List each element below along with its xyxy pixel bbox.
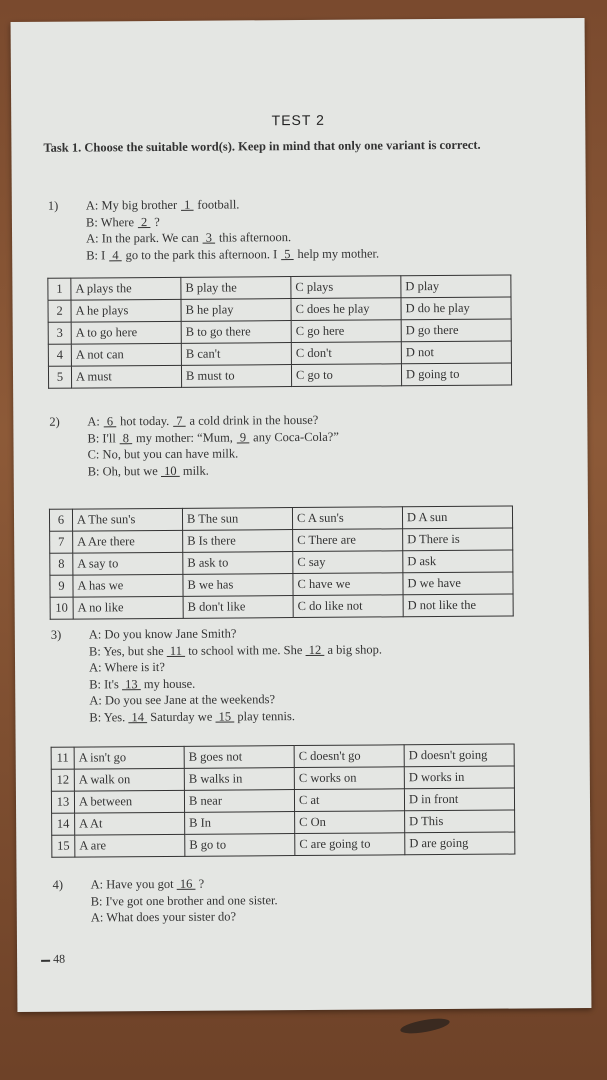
speaker-label: A:	[90, 910, 107, 925]
option-cell: D not like the	[403, 594, 513, 617]
option-cell: D ask	[403, 550, 513, 573]
option-cell: A The sun's	[72, 508, 182, 531]
option-cell: C plays	[291, 276, 401, 299]
answer-blank: 1	[180, 197, 194, 212]
dialog-text: any Coca-Cola?”	[253, 429, 339, 444]
speaker-label: A:	[89, 660, 105, 675]
dialog-line	[53, 875, 278, 893]
dialog-text: I	[101, 247, 109, 262]
dialog-text: It's	[104, 676, 123, 691]
page-mark	[41, 960, 50, 962]
options-table-2	[49, 506, 514, 620]
option-cell: D There is	[403, 528, 513, 551]
answer-blank: 12	[305, 642, 325, 657]
dialog-line	[50, 445, 340, 464]
dialog-text: Saturday we	[150, 709, 216, 724]
speaker-label: A:	[88, 627, 105, 642]
option-row	[51, 766, 514, 791]
section-number: 3)	[50, 627, 62, 642]
option-cell: B to go there	[181, 321, 291, 344]
answer-blank: 10	[160, 463, 180, 478]
option-row	[52, 832, 515, 857]
dialog-text: a cold drink in the house?	[189, 412, 319, 428]
dialog-line	[50, 461, 340, 480]
question-number: 1	[48, 278, 71, 300]
dialog-line	[51, 707, 382, 726]
dialog-line	[49, 428, 339, 447]
option-row	[48, 319, 511, 344]
option-cell: A no like	[73, 596, 183, 619]
answer-blank: 7	[173, 413, 186, 428]
option-row	[48, 297, 511, 322]
dialog-section-4	[53, 875, 278, 926]
option-cell: D are going	[405, 832, 515, 855]
option-cell: A has we	[73, 574, 183, 597]
option-cell: A plays the	[71, 277, 181, 300]
option-cell: B walks in	[184, 768, 294, 791]
answer-blank: 2	[137, 214, 151, 229]
option-cell: D in front	[404, 788, 514, 811]
speaker-label: B:	[85, 214, 101, 229]
option-cell: B go to	[185, 834, 295, 857]
option-cell: B must to	[181, 365, 291, 388]
speaker-label: A:	[85, 198, 102, 213]
dialog-text: Oh, but we	[102, 463, 162, 478]
option-cell: B near	[184, 790, 294, 813]
option-cell: D This	[405, 810, 515, 833]
dialog-text: My big brother	[101, 197, 181, 213]
dialog-text: go to the park this afternoon. I	[125, 246, 281, 262]
dialog-section-1	[48, 195, 379, 263]
answer-blank: 14	[128, 709, 148, 724]
answer-blank: 13	[121, 676, 141, 691]
answer-blank: 9	[236, 429, 250, 444]
speaker-label: A:	[87, 414, 104, 429]
option-cell: A walk on	[74, 768, 184, 791]
answer-blank: 8	[119, 430, 133, 445]
speaker-label: B:	[87, 430, 103, 445]
option-cell: D go there	[401, 319, 511, 342]
option-cell: C doesn't go	[294, 745, 404, 768]
option-cell: D going to	[401, 363, 511, 386]
question-number: 2	[48, 300, 71, 322]
answer-blank: 3	[202, 230, 216, 245]
question-number: 4	[48, 344, 71, 366]
dialog-line	[53, 908, 278, 926]
option-cell: B don't like	[183, 596, 293, 619]
option-cell: A At	[75, 812, 185, 835]
dialog-section-3	[51, 624, 383, 725]
speaker-label: B:	[90, 893, 106, 908]
dialog-text: milk.	[182, 463, 209, 478]
speaker-label: B:	[86, 247, 102, 262]
dialog-line	[48, 245, 379, 264]
option-cell: B goes not	[184, 746, 294, 769]
dialog-text: What does your sister do?	[106, 909, 237, 925]
dialog-text: football.	[197, 197, 240, 212]
option-cell: B The sun	[182, 508, 292, 531]
option-cell: D do he play	[401, 297, 511, 320]
dialog-text: I've got one brother and one sister.	[105, 892, 278, 908]
answer-blank: 4	[109, 247, 122, 262]
option-cell: B he play	[181, 299, 291, 322]
speaker-label: B:	[89, 709, 104, 724]
option-cell: C say	[293, 551, 403, 574]
test-title: TEST 2	[271, 111, 325, 129]
option-cell: D doesn't going	[404, 744, 514, 767]
question-number: 15	[52, 835, 75, 857]
section-number: 4)	[52, 877, 64, 892]
dialog-text: Where	[100, 214, 138, 229]
option-cell: B we has	[183, 574, 293, 597]
question-number: 12	[51, 769, 74, 791]
options-table-3	[51, 744, 516, 858]
answer-blank: 6	[103, 414, 117, 429]
option-row	[51, 744, 514, 769]
question-number: 3	[48, 322, 71, 344]
option-cell: C does he play	[291, 298, 401, 321]
dialog-text: Do you see Jane at the weekends?	[104, 692, 276, 708]
question-number: 11	[51, 747, 74, 769]
option-cell: B ask to	[183, 552, 293, 575]
dialog-text: Do you know Jane Smith?	[104, 626, 237, 642]
option-row	[48, 275, 511, 300]
dialog-text: a big shop.	[327, 641, 382, 657]
dialog-text: No, but you can have milk.	[102, 446, 239, 462]
dialog-text: my house.	[143, 676, 196, 691]
option-row	[52, 810, 515, 835]
option-cell: A he plays	[71, 299, 181, 322]
option-cell: B play the	[181, 277, 291, 300]
section-number: 1)	[47, 198, 59, 213]
option-row	[50, 550, 513, 575]
dialog-text: I'll	[102, 430, 119, 445]
option-cell: A Are there	[73, 530, 183, 553]
speaker-label: B:	[87, 463, 103, 478]
option-cell: A not can	[71, 343, 181, 366]
task-instruction: Task 1. Choose the suitable word(s). Keep in mind that only one variant is correct.	[43, 137, 481, 155]
dialog-text: help my mother.	[297, 245, 380, 261]
dialog-text: ?	[154, 214, 160, 229]
option-cell: C don't	[291, 342, 401, 365]
question-number: 7	[50, 531, 73, 553]
options-table-1	[47, 275, 512, 389]
option-row	[48, 363, 511, 388]
page-number: 48	[53, 951, 66, 966]
speaker-label: C:	[87, 447, 103, 462]
option-cell: D not	[401, 341, 511, 364]
option-cell: C There are	[293, 529, 403, 552]
answer-blank: 16	[176, 876, 196, 891]
section-number: 2)	[49, 414, 60, 429]
option-cell: C are going to	[295, 833, 405, 856]
dialog-text: Yes, but she	[103, 643, 167, 658]
speaker-label: A:	[90, 877, 107, 892]
option-cell: A isn't go	[74, 746, 184, 769]
option-cell: D works in	[404, 766, 514, 789]
option-cell: C have we	[293, 573, 403, 596]
dialog-section-2	[49, 412, 339, 480]
option-cell: C go to	[291, 364, 401, 387]
option-row	[50, 594, 513, 619]
dialog-text: In the park. We can	[101, 230, 202, 246]
question-number: 9	[50, 575, 73, 597]
option-cell: A are	[75, 834, 185, 857]
option-row	[51, 788, 514, 813]
option-cell: B can't	[181, 343, 291, 366]
option-cell: C works on	[294, 767, 404, 790]
answer-blank: 5	[281, 246, 294, 261]
option-cell: D play	[401, 275, 511, 298]
option-cell: A between	[74, 790, 184, 813]
dialog-text: ?	[198, 876, 205, 891]
option-cell: A must	[71, 365, 181, 388]
speaker-label: B:	[88, 643, 104, 658]
question-number: 8	[50, 553, 73, 575]
option-cell: C do like not	[293, 595, 403, 618]
question-number: 14	[52, 813, 75, 835]
speaker-label: A:	[86, 231, 102, 246]
dialog-text: this afternoon.	[218, 230, 292, 245]
option-cell: C A sun's	[292, 507, 402, 530]
answer-blank: 11	[166, 643, 186, 658]
option-cell: A to go here	[71, 321, 181, 344]
workbook-page	[11, 18, 592, 1012]
dialog-text: hot today.	[120, 413, 173, 429]
option-cell: B In	[185, 812, 295, 835]
dialog-text: play tennis.	[237, 708, 296, 723]
dialog-text: Yes.	[103, 709, 129, 724]
option-cell: C at	[294, 789, 404, 812]
option-row	[49, 506, 512, 531]
dialog-line	[49, 412, 339, 431]
option-cell: C On	[295, 811, 405, 834]
answer-blank: 15	[215, 708, 235, 724]
question-number: 13	[51, 791, 74, 813]
dialog-text: to school with me. She	[188, 642, 306, 658]
option-row	[50, 528, 513, 553]
option-row	[50, 572, 513, 597]
option-cell: B Is there	[183, 530, 293, 553]
question-number: 10	[50, 597, 73, 619]
option-row	[48, 341, 511, 366]
option-cell: D we have	[403, 572, 513, 595]
option-cell: A say to	[73, 552, 183, 575]
dialog-text: my mother: “Mum,	[135, 429, 237, 445]
question-number: 5	[48, 366, 71, 388]
option-cell: C go here	[291, 320, 401, 343]
option-cell: D A sun	[402, 506, 512, 529]
dialog-text: Where is it?	[104, 659, 165, 675]
question-number: 6	[49, 509, 72, 531]
dialog-line	[53, 892, 278, 910]
speaker-label: B:	[89, 676, 105, 691]
dialog-text: Have you got	[106, 876, 177, 892]
speaker-label: A:	[89, 693, 105, 708]
dialog-line	[51, 641, 382, 660]
